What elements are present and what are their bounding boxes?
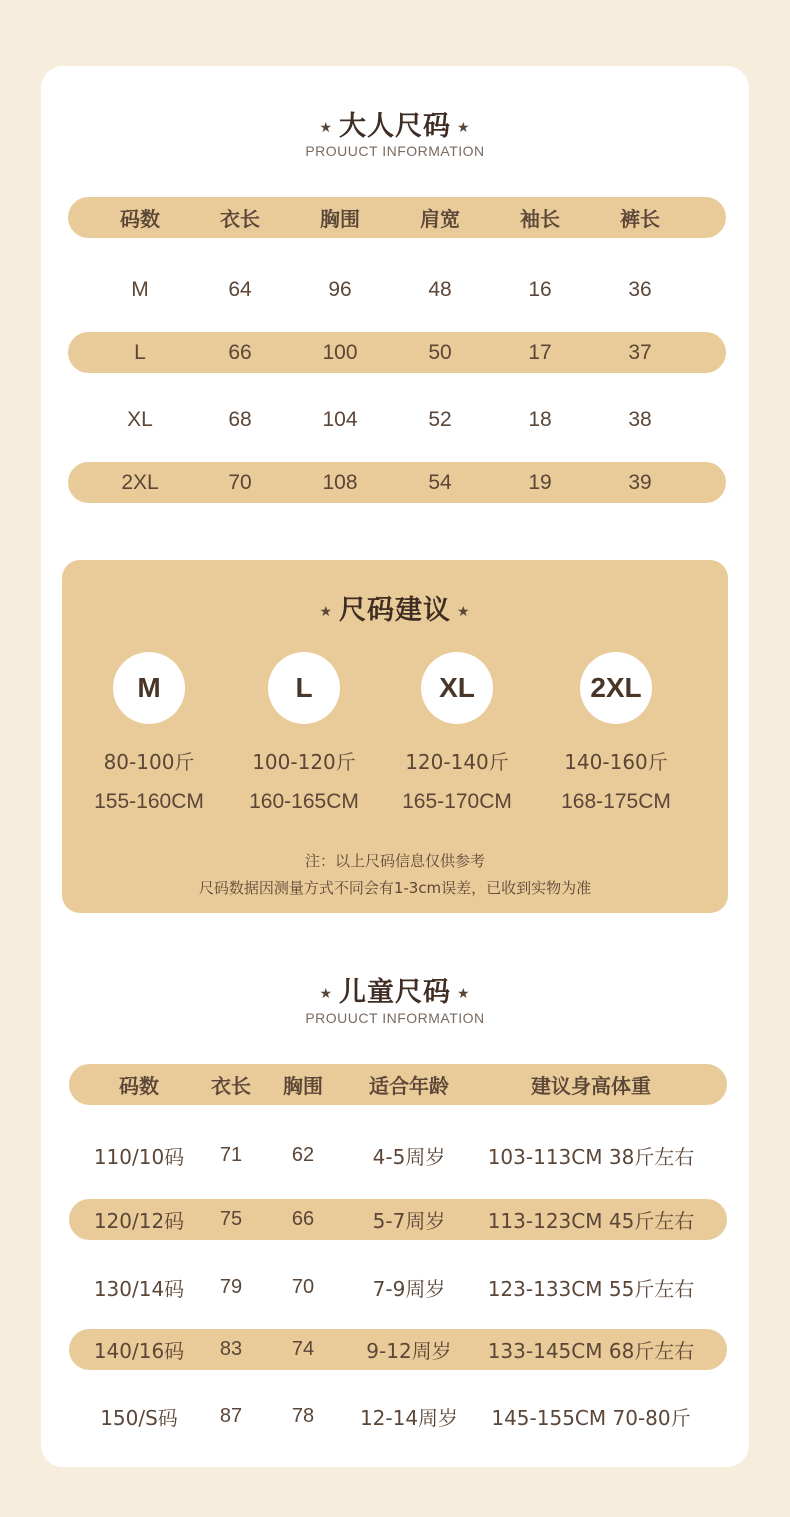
size-advice-panel <box>62 560 728 913</box>
star-icon: ★ <box>457 119 471 136</box>
table-cell: 7-9周岁 <box>372 1277 446 1301</box>
adult-title-text: 大人尺码 <box>339 111 451 142</box>
table-cell: 79 <box>219 1276 243 1298</box>
header-cell: 袖长 <box>520 207 560 231</box>
table-cell: 96 <box>328 277 352 301</box>
size-badge-2xl: 2XL <box>580 652 652 724</box>
header-cell: 衣长 <box>220 207 260 231</box>
table-cell: 120/12码 <box>93 1209 185 1233</box>
table-cell: 50 <box>428 340 452 364</box>
star-icon: ★ <box>319 603 333 620</box>
table-cell: 39 <box>628 470 652 494</box>
kids-size-card <box>41 922 749 1467</box>
table-row <box>69 1396 727 1437</box>
table-cell: 71 <box>219 1144 243 1166</box>
table-cell: 74 <box>291 1338 315 1360</box>
table-row <box>69 1135 727 1176</box>
height-range: 160-165CM <box>249 790 359 813</box>
table-cell: 78 <box>291 1405 315 1427</box>
table-cell: 64 <box>228 277 252 301</box>
weight-range: 120-140斤 <box>405 750 509 774</box>
table-cell: 5-7周岁 <box>372 1209 446 1233</box>
height-range: 155-160CM <box>94 790 204 813</box>
advice-note-2: 尺码数据因测量方式不同会有1-3cm误差，已收到实物为准 <box>198 879 592 897</box>
advice-title <box>62 588 728 627</box>
table-row <box>68 399 726 440</box>
table-row <box>68 269 726 310</box>
kids-title-text: 儿童尺码 <box>339 977 451 1008</box>
star-icon: ★ <box>457 603 471 620</box>
header-cell: 码数 <box>120 207 160 231</box>
table-cell: 145-155CM 70-80斤 <box>491 1406 691 1430</box>
adult-subtitle: PROUUCT INFORMATION <box>305 143 485 159</box>
height-range: 165-170CM <box>402 790 512 813</box>
table-cell: 2XL <box>121 470 159 494</box>
height-range: 168-175CM <box>561 790 671 813</box>
table-row <box>68 462 726 503</box>
size-badge-l: L <box>268 652 340 724</box>
star-icon: ★ <box>319 985 333 1002</box>
table-cell: 110/10码 <box>93 1145 185 1169</box>
table-cell: 48 <box>428 277 452 301</box>
table-cell: 4-5周岁 <box>372 1145 446 1169</box>
table-cell: 68 <box>228 407 252 431</box>
size-badge-m: M <box>113 652 185 724</box>
table-row <box>68 332 726 373</box>
table-cell: 104 <box>322 407 358 431</box>
table-cell: 70 <box>228 470 252 494</box>
table-cell: 9-12周岁 <box>366 1339 452 1363</box>
table-cell: L <box>134 340 146 364</box>
adult-title <box>41 104 749 143</box>
table-cell: 66 <box>291 1208 315 1230</box>
table-cell: 36 <box>628 277 652 301</box>
advice-note-1: 注：以上尺码信息仅供参考 <box>304 852 485 870</box>
table-cell: 108 <box>322 470 358 494</box>
table-cell: 87 <box>219 1405 243 1427</box>
table-cell: 113-123CM 45斤左右 <box>487 1209 695 1233</box>
table-cell: 70 <box>291 1276 315 1298</box>
header-cell: 衣长 <box>211 1074 251 1098</box>
table-cell: 130/14码 <box>93 1277 185 1301</box>
table-cell: 12-14周岁 <box>359 1406 459 1430</box>
table-cell: 103-113CM 38斤左右 <box>487 1145 695 1169</box>
adult-table-header <box>68 197 726 238</box>
table-row <box>69 1267 727 1308</box>
table-cell: 83 <box>219 1338 243 1360</box>
header-cell: 适合年龄 <box>369 1074 449 1098</box>
table-cell: 100 <box>322 340 358 364</box>
kids-table-header <box>69 1064 727 1105</box>
header-cell: 码数 <box>119 1074 159 1098</box>
table-cell: 133-145CM 68斤左右 <box>487 1339 695 1363</box>
header-cell: 肩宽 <box>420 207 460 231</box>
header-cell: 胸围 <box>320 207 360 231</box>
table-cell: XL <box>127 407 153 431</box>
weight-range: 100-120斤 <box>252 750 356 774</box>
table-cell: 16 <box>528 277 552 301</box>
advice-title-text: 尺码建议 <box>339 595 451 626</box>
table-row <box>69 1329 727 1370</box>
weight-range: 140-160斤 <box>564 750 668 774</box>
header-cell: 胸围 <box>283 1074 323 1098</box>
table-cell: 52 <box>428 407 452 431</box>
table-cell: 38 <box>628 407 652 431</box>
table-cell: 54 <box>428 470 452 494</box>
star-icon: ★ <box>319 119 333 136</box>
kids-subtitle: PROUUCT INFORMATION <box>305 1010 485 1026</box>
table-cell: 66 <box>228 340 252 364</box>
table-cell: 140/16码 <box>93 1339 185 1363</box>
table-cell: M <box>131 277 149 301</box>
size-badge-xl: XL <box>421 652 493 724</box>
table-cell: 18 <box>528 407 552 431</box>
table-cell: 17 <box>528 340 552 364</box>
table-cell: 75 <box>219 1208 243 1230</box>
star-icon: ★ <box>457 985 471 1002</box>
table-cell: 150/S码 <box>100 1406 178 1430</box>
weight-range: 80-100斤 <box>103 750 195 774</box>
table-cell: 123-133CM 55斤左右 <box>487 1277 695 1301</box>
table-cell: 62 <box>291 1144 315 1166</box>
table-row <box>69 1199 727 1240</box>
kids-title <box>41 970 749 1009</box>
table-cell: 37 <box>628 340 652 364</box>
header-cell: 裤长 <box>620 207 660 231</box>
header-cell: 建议身高体重 <box>531 1074 651 1098</box>
table-cell: 19 <box>528 470 552 494</box>
